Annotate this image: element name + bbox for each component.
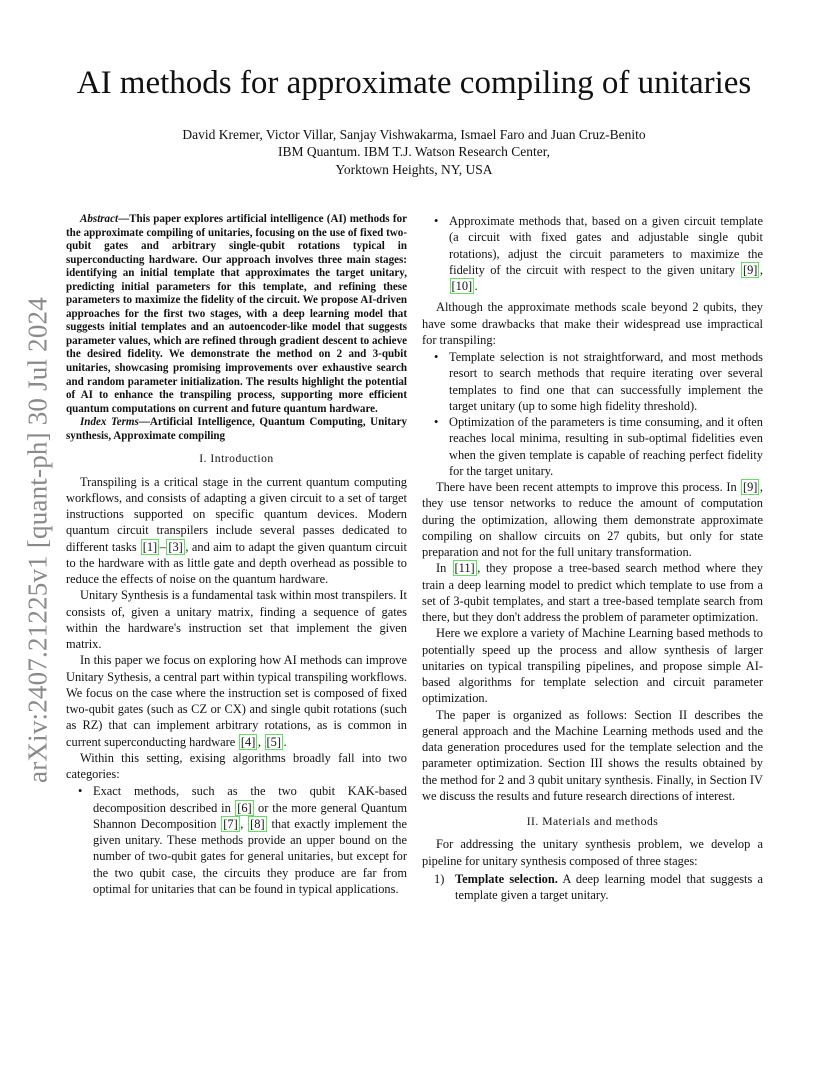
paper-title: AI methods for approximate compiling of unitaries: [76, 65, 752, 101]
citation-link[interactable]: [4]: [240, 734, 256, 749]
affiliation: IBM Quantum. IBM T.J. Watson Research Center,: [277, 144, 551, 160]
arxiv-identifier-stamp: arXiv:2407.21225v1 [quant-ph] 30 Jul 2024: [22, 297, 53, 783]
paragraph: Within this setting, exising algorithms broadly fall into two categories:: [66, 750, 407, 782]
list-item: • Optimization of the parameters is time consuming, and it often reaches local minima, resulting in sub-optimal fidelities even when the given template is capable of reaching perfect fidelity for the target unitary.: [422, 414, 763, 479]
right-column: [422, 213, 763, 903]
author-block: [0, 126, 828, 178]
citation-link[interactable]: [6]: [237, 800, 252, 815]
list-item: • Approximate methods that, based on a given circuit template (a circuit with fixed gates and adjustable single qubit rotations), adjust the circuit parameters to maximize the fidelity of the circuit with respect to the given unitary [9] , [10] .: [422, 213, 763, 294]
section-heading-introduction: I. Introduction: [199, 452, 274, 466]
citation-link[interactable]: [5]: [266, 734, 281, 749]
list-item-label: Template selection.: [455, 871, 558, 886]
index-terms-text: —Artificial Intelligence, Quantum Computing, Unitary synthesis, Approximate compiling: [66, 416, 407, 442]
list-item: 1) Template selection. A deep learning model that suggests a template given a target unitary.: [434, 871, 763, 902]
abstract-label: Abstract: [80, 213, 119, 225]
citation-link[interactable]: [1]: [142, 539, 158, 554]
paragraph: There have been recent attempts to improve this process. In [9] , they use tensor networks to reduce the amount of computation during the optimization, allowing them demonstrate approximate compiling on shallow circuits on 27 qubits, but only for state preparation and not for the full unitary transformation.: [422, 480, 763, 559]
bullet-list: [66, 783, 407, 897]
list-item: • Template selection is not straightforward, and most methods resort to search methods that require iterating over several templates to find one that can successfully implement the target unitary (up to some high fidelity threshold).: [422, 349, 763, 414]
paragraph: Here we explore a variety of Machine Learning based methods to potentially speed up the process and allow synthesis of larger unitaries on typical transpiling pipelines, and propose simple AI-based algorithms for template selection and circuit parameter optimization.: [422, 626, 763, 706]
citation-link[interactable]: [7]: [223, 816, 238, 831]
abstract-text: —This paper explores artificial intelligence (AI) methods for the approximate compiling of unitaries, focusing on the use of fixed two-qubit gates and arbitrary single-qubit rotations typical in superconducting hardware. Our approach involves three main stages: identifying an initial template that approximates the target unitary, predicting initial parameters for this template, and refining these parameters to maximize the fidelity of the circuit. We propose AI-driven approaches for the first two stages, with a deep learning model that suggests initial templates and an autoencoder-like model that suggests parameter values, which are refined through gradient descent to achieve the desired fidelity. We demonstrate the method on 2 and 3-qubit unitaries, showcasing promising improvements over exhaustive search and random parameter initialization. The results highlight the potential of AI to enhance the transpiling process, supporting more efficient quantum computations on current and future quantum hardware.: [66, 213, 407, 415]
abstract: [66, 213, 407, 416]
left-column: [66, 213, 407, 897]
citation-link[interactable]: [10]: [451, 279, 473, 293]
location: Yorktown Heights, NY, USA: [335, 161, 493, 177]
list-item: • Exact methods, such as the two qubit KAK-based decomposition described in [6] or the more general Quantum Shannon Decomposition [7] , [8] that exactly implement the given unitary. These methods provide an upper bound on the number of two-qubit gates for general unitaries, but except for the two qubit case, the circuits they produce are far from optimal for unitaries that can be found in typical applications.: [66, 783, 407, 897]
paragraph: Transpiling is a critical stage in the current quantum computing workflows, and consists of adapting a given circuit to a set of target instructions supported on specific quantum devices. Modern quantum circuit transpilers include several passes dedicated to different tasks [1] – [3] , and aim to adapt the given quantum circuit to the hardware with as little gate and depth overhead as possible to reduce the effects of noise on the quantum hardware.: [66, 474, 407, 587]
section-heading-materials-and-methods: II. Materials and methods: [526, 815, 659, 828]
index-terms-label: Index Terms: [80, 416, 139, 429]
citation-link[interactable]: [9]: [742, 480, 758, 494]
paragraph: For addressing the unitary synthesis problem, we develop a pipeline for unitary synthesis composed of three stages:: [422, 837, 763, 868]
numbered-list: [422, 871, 763, 904]
paragraph: The paper is organized as follows: Section II describes the general approach and the Machine Learning methods used and the data generation procedures used for the template selection and the parameter optimization. Section III shows the results obtained by the method for 2 and 3 qubit unitary synthesis. Finally, in Section IV we discuss the results and future research directions of interest.: [422, 707, 763, 803]
paragraph: In [11] , they propose a tree-based search method where they train a deep learning model to predict which template to use from a set of 3-qubit templates, and start a tree-based template search from there, but they don't address the problem of parameter optimization.: [422, 561, 763, 624]
paragraph: In this paper we focus on exploring how AI methods can improve Unitary Sythesis, a central part within typical transpiling workflows. We focus on the case where the instruction set is composed of fixed two-qubit gates (such as CZ or CX) and single qubit rotations (such as RZ) that can implement arbitrary rotations, as is common in current superconducting hardware [4] , [5] .: [66, 653, 407, 749]
citation-link[interactable]: [3]: [168, 539, 183, 554]
author-names: David Kremer, Victor Villar, Sanjay Vishwakarma, Ismael Faro and Juan Cruz-Benito: [182, 127, 646, 142]
index-terms: [66, 416, 407, 443]
citation-link[interactable]: [11]: [454, 561, 475, 576]
bullet-list: [422, 349, 763, 479]
bullet-list: [422, 213, 763, 294]
paragraph: Unitary Synthesis is a fundamental task within most transpilers. It consists of, given a unitary matrix, finding a sequence of gates within the hardware's instruction set that implement the given matrix.: [66, 588, 407, 652]
paragraph: Although the approximate methods scale beyond 2 qubits, they have some drawbacks that make their widespread use impractical for transpiling:: [422, 300, 763, 347]
citation-link[interactable]: [8]: [250, 816, 265, 831]
citation-link[interactable]: [9]: [742, 262, 758, 277]
list-number: 1): [434, 871, 445, 886]
